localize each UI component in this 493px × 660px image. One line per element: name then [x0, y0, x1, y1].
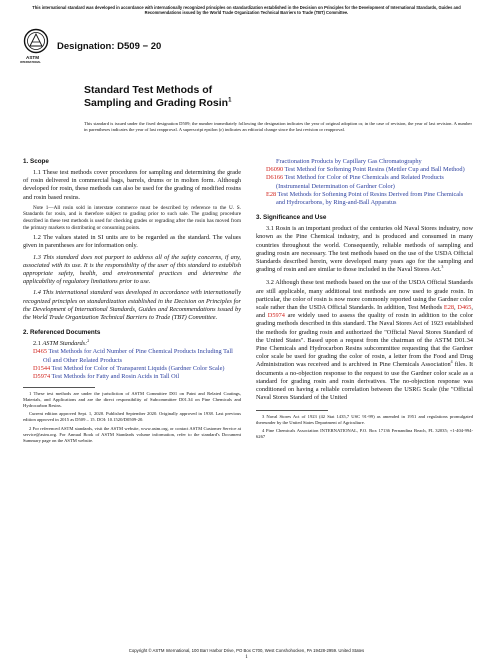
reference-d6090: [256, 166, 473, 174]
issuance-statement: This standard is issued under the fixed designation D509; the number immediately following the designation indicates the year of original adoption or, in the case of revision, the year of last revision. A number in parentheses indicates the year of last reapproval. A superscript epsilon (ε) indicates an editorial change since the last revision or reapproval.: [84, 121, 472, 132]
reference-d1544: [23, 365, 241, 373]
designation: Designation: D509 − 20: [57, 41, 162, 52]
international-standard-notice: This international standard was developed in accordance with internationally recognized principles on standardization established in the Decision on Principles for the Development of International Standards, Guides and Recommendations issued by the World Trade Organization Technical Barriers to Trade (TBT) Committee.: [32, 5, 461, 16]
paragraph-2-1-number: 2.1: [33, 340, 43, 348]
paragraph-3-1-text: 3.1 Rosin is an important product of the centuries old Naval Stores industry, now known as the Pine Chemical industry, and is produced and consumed in many countries throughout the world. Consequently, reliable methods of sampling and grading rosin are necessary. The test methods based on the use of the USDA Official Standards described herein, were developed many years ago for the sampling and grading of rosin and are similar to those included in the Naval Stores Act.: [256, 225, 473, 274]
right-column: [256, 158, 473, 442]
logo-wordmark: ASTM: [26, 55, 40, 60]
reference-code-link[interactable]: D1544: [33, 364, 51, 372]
footnote-ref-3: 3: [441, 265, 444, 270]
copyright-notice: Copyright © ASTM International, 100 Barr Harbor Drive, PO Box C700, West Conshohocken, PA 19428-2959. United States: [128, 648, 365, 653]
reference-title: Test Methods for Fatty and Rosin Acids in Tall Oil: [50, 373, 180, 381]
note-1: Note 1—All rosin sold in interstate commerce must be described by reference to the U. S. Standards for rosin, and is therefore subject to grading prior to such sale. The grading procedure described in these test methods is used for checking grades or regrading after the rosin has moved from the primary markets to distributing or consuming points.: [23, 204, 241, 231]
link-e28[interactable]: E28: [443, 304, 455, 312]
title-line-2: [84, 97, 231, 110]
paragraph-1-4: 1.4 This international standard was developed in accordance with internationally recognized principles on standardization established in the Decision on Principles for the Development of International Standards, Guides and Recommendations issued by the World Trade Organization Technical Barriers to Trade (TBT) Committee.: [23, 289, 241, 322]
section-heading-referenced-documents: 2. Referenced Documents: [23, 329, 101, 337]
astm-standards-label: ASTM Standards:: [42, 340, 88, 348]
reference-code-link[interactable]: D6090: [266, 166, 284, 174]
page-number: 1: [245, 654, 248, 660]
reference-title: Test Method for Color of Transparent Liquids (Gardner Color Scale): [50, 364, 225, 372]
reference-e28: [256, 191, 473, 207]
paragraph-1-3: 1.3 This standard does not purport to address all of the safety concerns, if any, associated with its use. It is the responsibility of the user of this standard to establish appropriate safety, health, and environmental practices and determine the applicability of regulatory limitations prior to use.: [23, 253, 241, 286]
title-footnote-ref: 1: [228, 97, 232, 104]
reference-d5974: [23, 373, 241, 381]
link-d465[interactable]: D465: [457, 304, 472, 312]
reference-d6166: [256, 174, 473, 190]
paragraph-3-2-text-c: files. It documents a no-objection response to the request to use the Gardner color scale as a standard for grading rosin and rosin derivatives. The no-objection response was conditioned on having a reliable correlation between the USRG Scale (the "Official Naval Stores Standard of the United: [256, 361, 473, 402]
footnote-1-edition: Current edition approved Sept. 1, 2020. Published September 2020. Originally approved in 1938. Last previous edition approved in 2015 as D509 – 15. DOI: 10.1520/D0509-20.: [23, 410, 241, 422]
title-line-2-text: Sampling and Grading Rosin: [84, 97, 229, 109]
reference-code-link[interactable]: E28: [266, 190, 277, 198]
paragraph-3-2-text-a: 3.2 Although these test methods based on the use of the USDA Official Standards are still applicable, many additional test methods are now used to grade rosin. In particular, the color of rosin is now more commonly reported using the Gardner color scale rather than the USDA Official Standards. In addition, Test Methods: [256, 279, 473, 312]
paragraph-3-2: [256, 279, 473, 402]
paragraph-2-1: [23, 340, 241, 348]
title-line-1: Standard Test Methods of: [84, 84, 213, 96]
footnote-3: 3 Naval Stores Act of 1923 (42 Stat 1435,7 USC 91-99) as amended in 1951 and regulations promulgated thereunder by the United States Department of Agriculture.: [256, 414, 473, 426]
reference-code-link[interactable]: D465: [33, 348, 47, 356]
reference-title: Test Methods for Acid Number of Pine Chemical Products Including Tall Oil and Other Related Products: [43, 348, 233, 364]
reference-title: Test Method for Softening Point Resins (Mettler Cup and Ball Method): [283, 166, 465, 174]
document-title: [84, 84, 231, 110]
paragraph-3-2-text-b: are widely used to assess the quality of rosin in addition to the color grading methods described in this standard. The Naval Stores Act of 1923 established the methods for grading rosin and authorized the "Official Naval Stores Standard of the United States". Based upon a request from the chairman of the ASTM D01.34 Pine Chemicals and Hydrocarbon Resins subcommittee requesting that the Gardner color scale be used for grading the color of rosin, a letter from the Food and Drug Administration was received and is archived in Pine Chemicals Association: [256, 312, 473, 369]
footnote-divider: [256, 410, 328, 411]
footnote-divider: [23, 387, 95, 388]
link-d5974[interactable]: D5974: [267, 312, 285, 320]
separator: ,: [454, 304, 458, 312]
section-heading-significance: 3. Significance and Use: [256, 214, 327, 222]
section-heading-scope: 1. Scope: [23, 158, 49, 165]
reference-continued: Fractionation Products by Capillary Gas Chromatography: [276, 158, 422, 165]
footnote-1: 1 These test methods are under the jurisdiction of ASTM Committee D01 on Paint and Related Coatings, Materials, and Applications and are the direct responsibility of Subcommittee D01.34 on Pine Chemicals and Hydrocarbon Resins.: [23, 391, 241, 409]
footnote-ref-4: 4: [450, 360, 453, 365]
reference-code-link[interactable]: D5974: [33, 373, 51, 381]
reference-d465: [23, 348, 241, 364]
left-column: [23, 158, 241, 445]
reference-code-link[interactable]: D6166: [266, 174, 284, 182]
footnote-ref-2: 2: [87, 339, 90, 344]
paragraph-1-1: 1.1 These test methods cover procedures for sampling and determining the grade of rosin delivered in commercial bags, barrels, drums or in molten form. Although developed for rosin, these methods can also be used for the grading of modified rosins and rosin based resins.: [23, 169, 241, 201]
separator: , and: [256, 304, 473, 320]
reference-title: Test Methods for Softening Point of Resins Derived from Pine Chemicals and Hydrocarbons, by Ring-and-Ball Apparatus: [276, 190, 464, 207]
paragraph-3-1: [256, 225, 473, 274]
footnote-2: 2 For referenced ASTM standards, visit the ASTM website, www.astm.org, or contact ASTM Customer Service at service@astm.org. For Annual Book of ASTM Standards volume information, refer to the standard's Document Summary page on the ASTM website.: [23, 425, 241, 443]
footnote-4: 4 Pine Chemicals Association INTERNATIONAL, P.O. Box 17136 Fernandina Beach, FL 32035; +1-404-994-6267: [256, 428, 473, 440]
logo-subtitle: INTERNATIONAL: [20, 61, 41, 64]
paragraph-1-2: 1.2 The values stated in SI units are to be regarded as the standard. The values given in parentheses are for information only.: [23, 234, 241, 250]
reference-title: Test Method for Color of Pine Chemicals and Related Products (Instrumental Determination of Gardner Color): [276, 174, 444, 190]
